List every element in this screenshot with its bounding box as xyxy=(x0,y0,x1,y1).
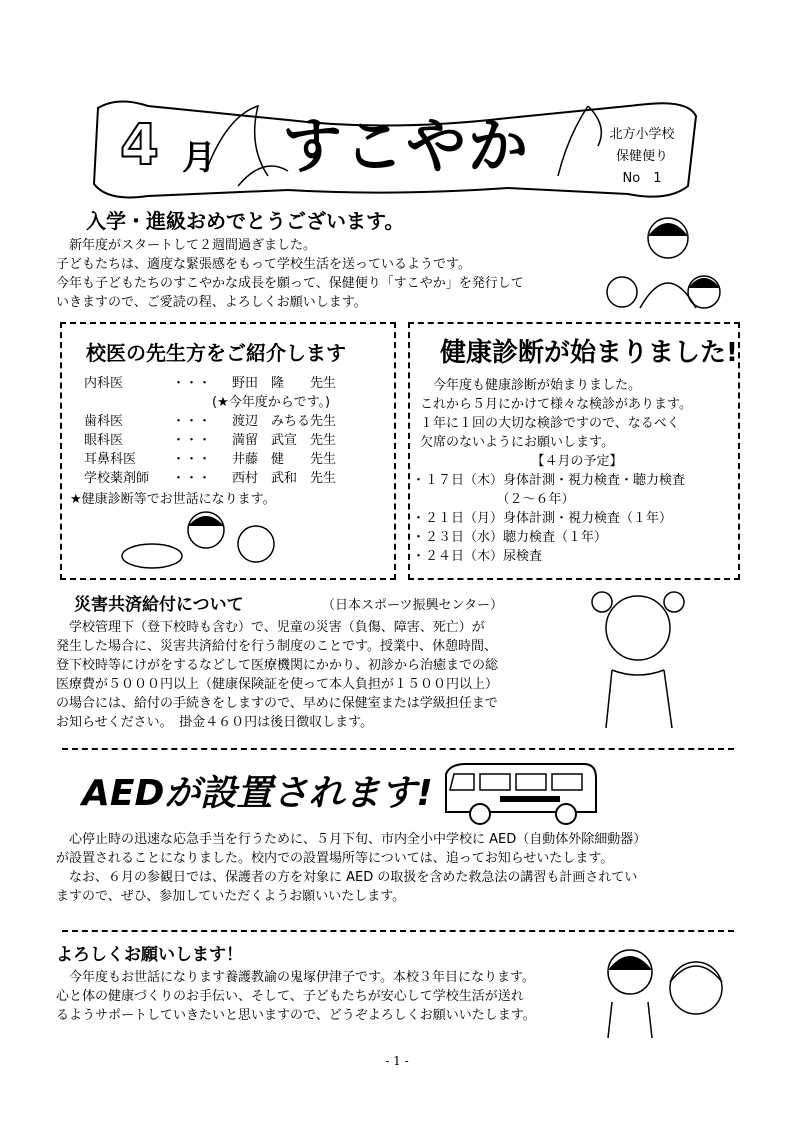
doctor-name: 野田 隆 先生 xyxy=(232,376,337,391)
schedule-item: （２～６年） xyxy=(412,492,575,507)
doctor-name: 西村 武和 先生 xyxy=(232,471,337,486)
disaster-heading: 災害共済給付について xyxy=(74,595,244,615)
doctor-role: 内科医 xyxy=(84,376,124,391)
banner-month-number: 4 xyxy=(120,113,159,178)
doctors-heading: 校医の先生方をご紹介します xyxy=(86,341,346,365)
newsletter-name: 保健便り xyxy=(615,149,668,164)
disaster-line: 発生した場合に、災害共済給付を行う制度のことです。授業中、休憩時間、 xyxy=(56,639,497,654)
doctor-dots: ・・・ xyxy=(172,433,212,448)
doctor-role: 学校薬剤師 xyxy=(84,471,150,486)
aed-heading: AEDが設置されます! xyxy=(82,773,433,814)
welcome-line: 新年度がスタートして２週間過ぎました。 xyxy=(56,238,317,253)
checkup-line: これから５月にかけて様々な検診があります。 xyxy=(420,397,692,412)
checkup-line: 欠席のないようにお願いします。 xyxy=(420,435,614,450)
welcome-body xyxy=(56,236,524,312)
greeting-line: 心と体の健康づくりのお手伝い、そして、子どもたちが安心して学校生活が送れ xyxy=(56,989,524,1004)
page-number: - 1 - xyxy=(385,1054,409,1068)
banner-month-suffix: 月 xyxy=(182,138,216,178)
doctor-role: 耳鼻科医 xyxy=(84,452,137,467)
schedule-title: 【４月の予定】 xyxy=(531,454,623,469)
doctor-name: 渡辺 みちる先生 xyxy=(232,414,337,429)
aed-line: ますので、ぜひ、参加していただくようお願いいたします。 xyxy=(56,889,406,904)
injured-child-illustration xyxy=(582,580,692,730)
doctor-row xyxy=(84,412,384,431)
doctor-dots: ・・・ xyxy=(172,376,212,391)
disaster-line: 医療費が５０００円以上（健康保険証を使って本人負担が１５００円以上） xyxy=(56,677,499,692)
schedule-item: ・２４日（木）尿検査 xyxy=(412,549,543,564)
doctor-row xyxy=(84,450,384,469)
schedule-item: ・２１日（月）身体計測・視力検査（１年） xyxy=(412,511,673,526)
aed-line: が設置されることになりました。校内での設置場所等については、追ってお知らせいたします。 xyxy=(56,851,614,866)
doctor-dots: ・・・ xyxy=(172,452,212,467)
welcome-line: 子どもたちは、適度な緊張感をもって学校生活を送っているようです。 xyxy=(56,257,471,272)
ambulance-icon xyxy=(440,760,600,826)
nurse-illustration xyxy=(600,942,730,1038)
doctor-row xyxy=(84,469,384,488)
doctor-illustration xyxy=(116,508,286,572)
disaster-body xyxy=(56,618,498,732)
welcome-line: 今年も子どもたちのすこやかな成長を願って、保健便り「すこやか」を発行して xyxy=(56,276,524,291)
aed-line: 心停止時の迅速な応急手当を行うために、５月下旬、市内全小中学校に AED（自動体外除細動器） xyxy=(56,832,647,847)
schedule-item: ・２３日（水）聴力検査（１年） xyxy=(412,530,608,545)
doctor-dots: ・・・ xyxy=(172,414,212,429)
schedule-item: ・１７日（木）身体計測・視力検査・聴力検査 xyxy=(412,473,686,488)
disaster-line: の場合には、給付の手続きをしますので、早めに保健室または学級担任まで xyxy=(56,696,498,711)
checkup-heading: 健康診断が始まりました! xyxy=(440,338,738,368)
checkup-body xyxy=(412,376,734,566)
aed-line: なお、６月の参観日では、保護者の方を対象に AED の取扱を含めた救急法の講習も計画されてい xyxy=(56,870,638,885)
section-divider xyxy=(62,930,734,932)
greeting-body xyxy=(56,968,536,1025)
disaster-subheading: （日本スポーツ振興センター） xyxy=(322,598,503,613)
disaster-line: 登下校時等にけがをするなどして医療機関にかかり、初診から治癒までの総 xyxy=(56,658,499,673)
section-divider xyxy=(62,748,734,750)
doctor-row xyxy=(84,393,384,412)
disaster-line: 学校管理下（登下校時も含む）で、児童の災害（負傷、障害、死亡）が xyxy=(56,620,485,635)
greeting-line: 今年度もお世話になります養護教諭の鬼塚伊津子です。本校３年目になります。 xyxy=(56,970,535,985)
teacher-children-illustration xyxy=(600,208,730,316)
doctor-row xyxy=(84,374,384,393)
doctor-row xyxy=(84,431,384,450)
doctor-dots: ・・・ xyxy=(172,471,212,486)
doctors-note: ★健康診断等でお世話になります。 xyxy=(70,492,276,507)
aed-body xyxy=(56,830,646,906)
welcome-heading: 入学・進級おめでとうございます。 xyxy=(86,209,405,233)
doctor-name: 井藤 健 先生 xyxy=(232,452,337,467)
doctor-role: 眼科医 xyxy=(84,433,124,448)
greeting-heading: よろしくお願いします！ xyxy=(56,945,243,965)
welcome-line: いきますので、ご愛読の程、よろしくお願いします。 xyxy=(56,295,367,310)
newsletter-title: すこやか xyxy=(282,112,530,182)
greeting-line: るようサポートしていきたいと思いますので、どうぞよろしくお願いいたします。 xyxy=(56,1008,536,1023)
disaster-line: お知らせください。 掛金４６０円は後日徴収します。 xyxy=(56,715,374,730)
issue-number: No 1 xyxy=(622,171,662,186)
school-info xyxy=(592,124,692,190)
school-name: 北方小学校 xyxy=(609,127,675,142)
doctor-name: (★今年度からです。) xyxy=(212,395,331,410)
checkup-line: １年に１回の大切な検診ですので、なるべく xyxy=(420,416,680,431)
checkup-line: 今年度も健康診断が始まりました。 xyxy=(420,378,642,393)
doctors-list xyxy=(84,374,384,488)
doctor-name: 満留 武宣 先生 xyxy=(232,433,337,448)
doctor-role: 歯科医 xyxy=(84,414,124,429)
